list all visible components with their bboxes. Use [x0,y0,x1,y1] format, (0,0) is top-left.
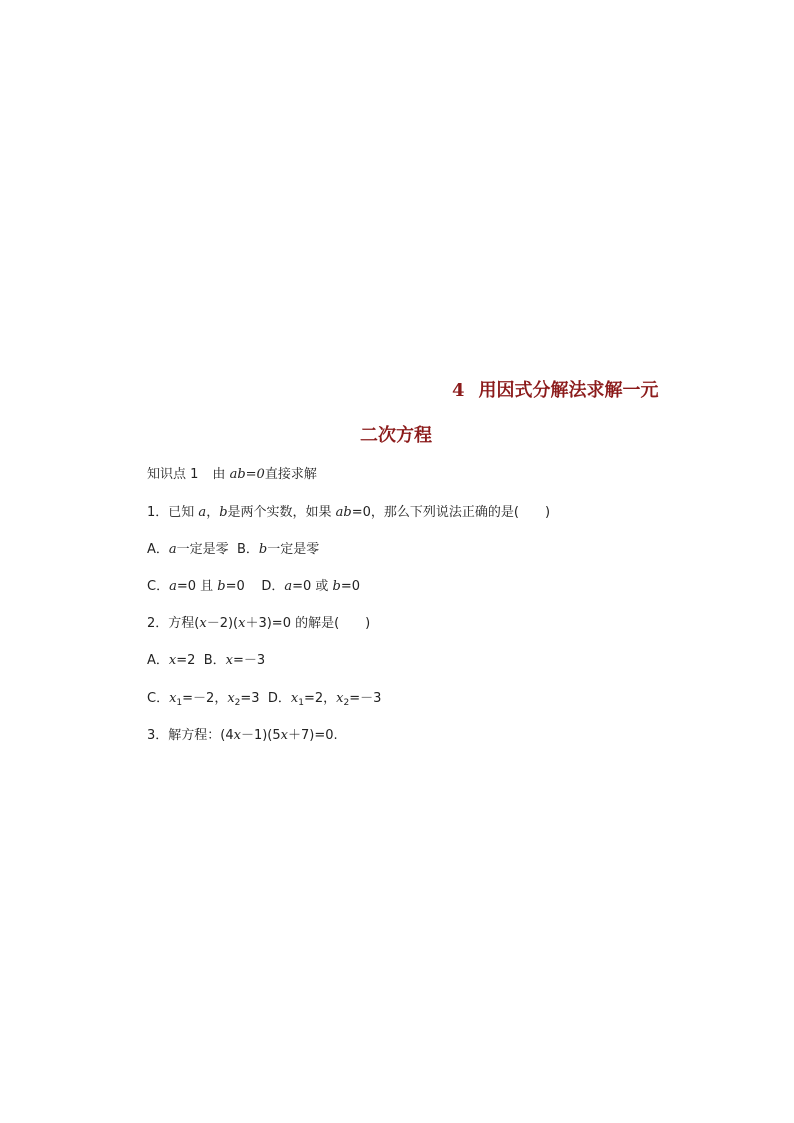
var-x: x [199,616,207,631]
title-text-line1: 用因式分解法求解一元 [478,380,659,401]
option-c-label: C． [147,579,170,594]
knowledge-point-prefix: 由 [212,467,226,482]
question-text: －1)(5 [240,728,281,743]
question-1-options-ab [147,541,319,559]
knowledge-point-suffix: 直接求解 [264,467,317,482]
option-b-text: 一定是零 [267,542,320,557]
knowledge-point-heading [147,466,317,484]
option-b-var: x [225,653,233,668]
var-a: a [198,505,207,520]
question-1-options-cd [147,578,360,596]
option-a-label: A． [147,653,169,668]
question-text: 解方程：(4 [168,728,234,743]
question-text: －2)( [206,616,239,631]
option-b-label: B． [203,653,226,668]
option-c-text: =－2， [182,691,228,706]
option-d-text: =2， [303,691,337,706]
question-text: =0，那么下列说法正确的是( ) [351,505,551,520]
option-c-var: x [227,691,235,706]
option-c-text: =0 且 [176,579,218,594]
option-c-text: =3 [240,691,260,706]
question-text: ＋3)=0 的解是( ) [245,616,371,631]
option-d-text: =0 或 [292,579,333,594]
subscript: 2 [234,698,241,708]
question-2 [147,615,370,633]
question-text: 方程( [168,616,200,631]
option-a-var: a [168,542,177,557]
option-d-label: D． [267,691,291,706]
option-c-var-b: b [217,579,226,594]
option-c-var-a: a [169,579,177,594]
question-2-options-cd [147,690,381,708]
var-x: x [280,728,288,743]
question-text: ＋7)=0. [288,728,338,743]
option-a-label: A． [147,542,169,557]
option-b-label: B． [236,542,259,557]
question-1 [147,504,550,522]
page-title-continued: 二次方程 [360,425,432,446]
knowledge-point-label: 知识点 1 [147,467,199,482]
question-number: 2． [147,616,169,631]
option-d-text: =－3 [349,691,382,706]
var-x: x [238,616,246,631]
option-b-text: =－3 [232,653,266,668]
question-text: ， [206,505,220,520]
option-c-var: x [169,691,177,706]
subscript: 1 [176,698,183,708]
subscript: 2 [343,698,350,708]
option-a-var: x [168,653,177,668]
question-number: 3． [147,728,169,743]
option-d-var-b: b [332,579,341,594]
section-number: 4 [452,380,465,401]
option-d-var: x [290,691,299,706]
knowledge-point-expr: ab=0 [229,467,265,482]
var-ab: ab [335,505,352,520]
subscript: 1 [298,698,304,708]
question-2-options-ab [147,652,265,670]
var-x: x [233,728,241,743]
option-d-label: D． [261,579,285,594]
option-d-var-a: a [284,579,293,594]
option-c-label: C． [147,691,170,706]
question-text: 是两个实数，如果 [227,505,336,520]
option-d-text: =0 [340,579,361,594]
var-b: b [219,505,228,520]
option-a-text: 一定是零 [176,542,229,557]
page-title [452,376,659,402]
question-text: 已知 [168,505,199,520]
question-3 [147,727,338,745]
option-c-text: =0 [225,579,245,594]
option-a-text: =2 [176,653,196,668]
question-number: 1． [147,505,169,520]
option-d-var: x [336,691,344,706]
option-b-var: b [258,542,268,557]
